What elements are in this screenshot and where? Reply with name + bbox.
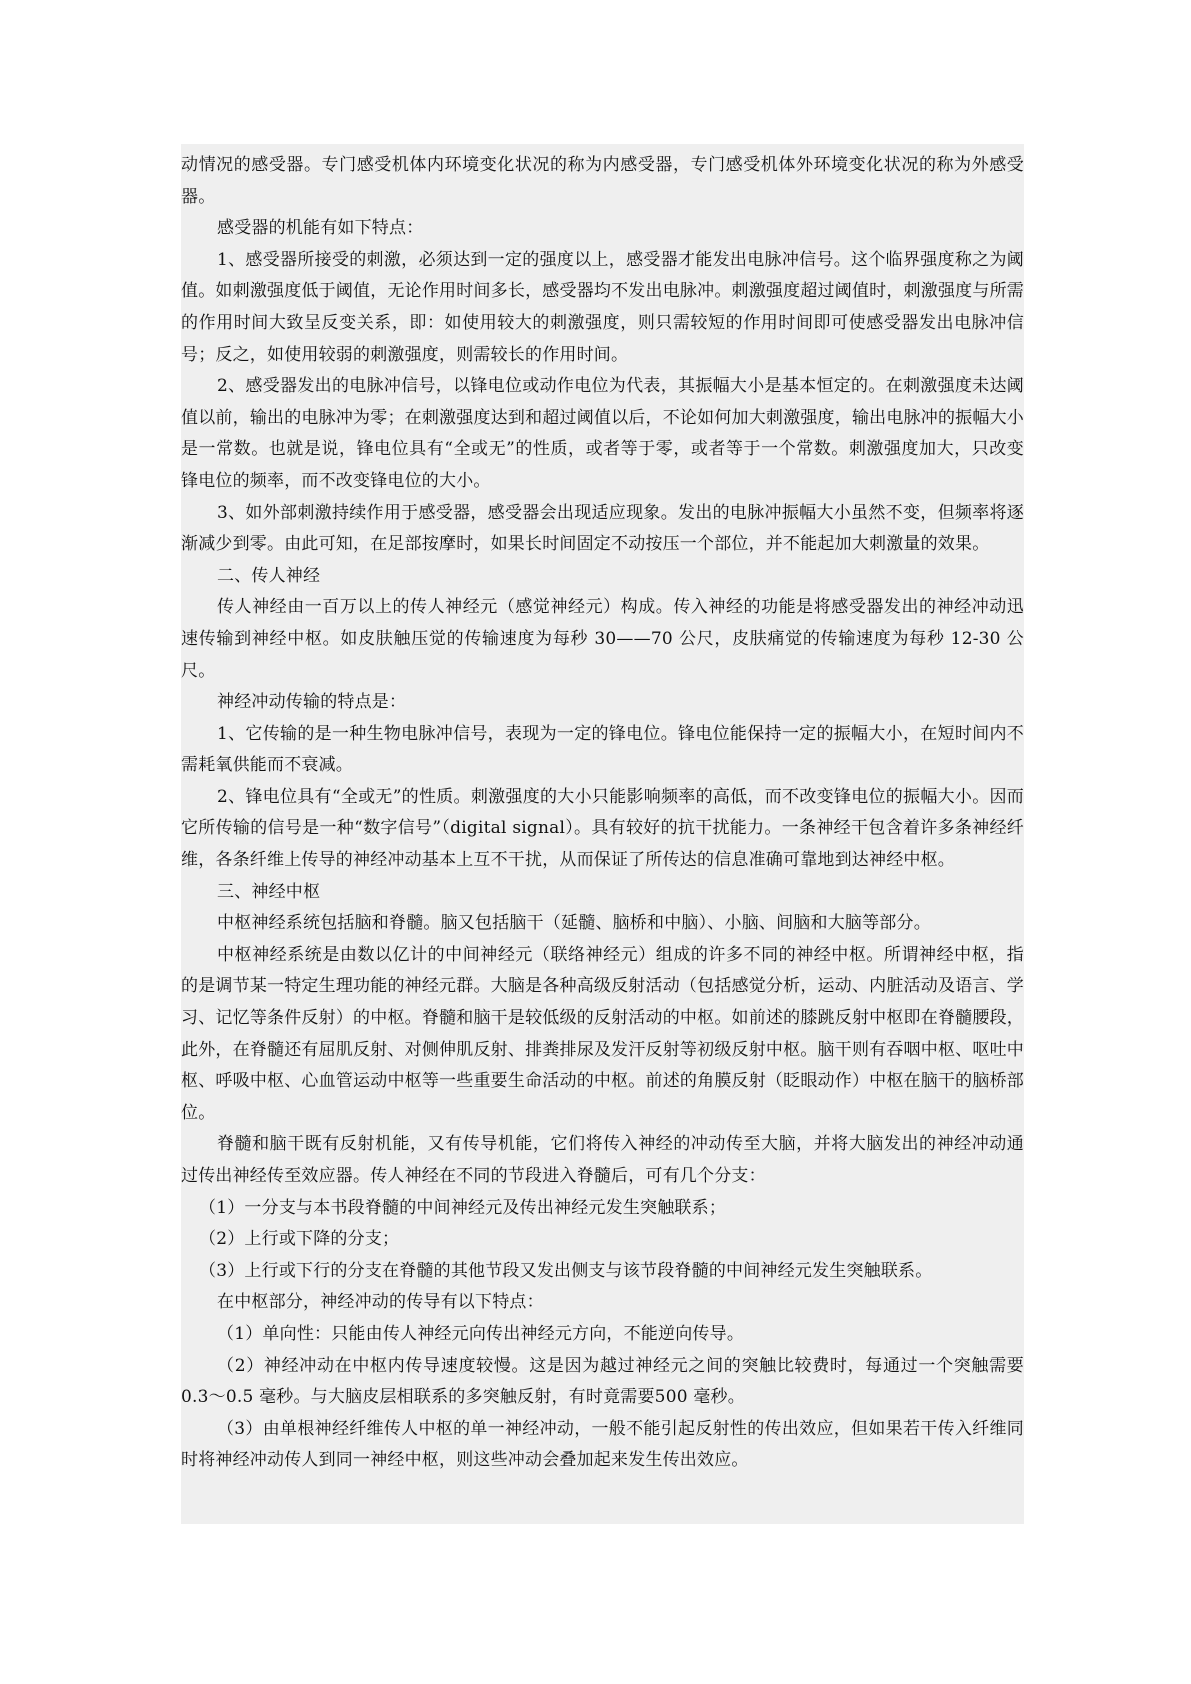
paragraph: 传人神经由一百万以上的传人神经元（感觉神经元）构成。传入神经的功能是将感受器发出的神经冲动迅速传输到神经中枢。如皮肤触压觉的传输速度为每秒 30——70 公尺，皮肤痛觉的传输速度为每秒 12-30 公尺。 [181, 597, 1024, 681]
paragraph: 神经冲动传输的特点是： [217, 692, 407, 713]
list-item: （1）一分支与本书段脊髓的中间神经元及传出神经元发生突触联系； [199, 1197, 727, 1218]
paragraph: 在中枢部分，神经冲动的传导有以下特点： [217, 1292, 544, 1313]
list-item: （3）上行或下行的分支在脊髓的其他节段又发出侧支与该节段脊髓的中间神经元发生突触联系。 [199, 1260, 933, 1281]
list-item: （2）神经冲动在中枢内传导速度较慢。这是因为越过神经元之间的突触比较费时，每通过一个突触需要 0.3～0.5 毫秒。与大脑皮层相联系的多突触反射，有时竟需要500 毫秒。 [181, 1355, 1024, 1408]
list-item: （1）单向性：只能由传人神经元向传出神经元方向，不能逆向传导。 [217, 1323, 745, 1344]
paragraph: 中枢神经系统包括脑和脊髓。脑又包括脑干（延髓、脑桥和中脑）、小脑、间脑和大脑等部分。 [217, 913, 931, 934]
paragraph: 3、如外部刺激持续作用于感受器，感受器会出现适应现象。发出的电脉冲振幅大小虽然不变，但频率将逐渐减少到零。由此可知，在足部按摩时，如果长时间固定不动按压一个部位，并不能起加大刺激量的效果。 [181, 502, 1024, 555]
section-heading: 二、传人神经 [217, 565, 321, 586]
paragraph: 1、感受器所接受的刺激，必须达到一定的强度以上，感受器才能发出电脉冲信号。这个临界强度称之为阈值。如刺激强度低于阈值，无论作用时间多长，感受器均不发出电脉冲。刺激强度超过阈值时，刺激强度与所需的作用时间大致呈反变关系，即：如使用较大的刺激强度，则只需较短的作用时间即可使感受器发出电脉冲信号；反之，如使用较弱的刺激强度，则需较长的作用时间。 [181, 249, 1024, 365]
list-item: （3）由单根神经纤维传人中枢的单一神经冲动，一般不能引起反射性的传出效应，但如果若干传入纤维同时将神经冲动传人到同一神经中枢，则这些冲动会叠加起来发生传出效应。 [181, 1418, 1024, 1471]
paragraph: 中枢神经系统是由数以亿计的中间神经元（联络神经元）组成的许多不同的神经中枢。所谓神经中枢，指的是调节某一特定生理功能的神经元群。大脑是各种高级反射活动（包括感觉分析，运动、内脏活动及语言、学习、记忆等条件反射）的中枢。脊髓和脑干是较低级的反射活动的中枢。如前述的膝跳反射中枢即在脊髓腰段，此外，在脊髓还有屈肌反射、对侧伸肌反射、排粪排尿及发汗反射等初级反射中枢。脑干则有吞咽中枢、呕吐中枢、呼吸中枢、心血管运动中枢等一些重要生命活动的中枢。前述的角膜反射（眨眼动作）中枢在脑干的脑桥部位。 [181, 944, 1024, 1123]
document-text-block [181, 144, 1024, 1524]
paragraph: 2、锋电位具有“全或无”的性质。刺激强度的大小只能影响频率的高低，而不改变锋电位的振幅大小。因而它所传输的信号是一种“数字信号”（digital signal）。具有较好的抗干扰能力。一条神经干包含着许多条神经纤维，各条纤维上传导的神经冲动基本上互不干扰，从而保证了所传达的信息准确可靠地到达神经中枢。 [181, 786, 1024, 871]
paragraph: 1、它传输的是一种生物电脉冲信号，表现为一定的锋电位。锋电位能保持一定的振幅大小，在短时间内不需耗氧供能而不衰减。 [181, 723, 1024, 776]
paragraph: 脊髓和脑干既有反射机能，又有传导机能，它们将传入神经的冲动传至大脑，并将大脑发出的神经冲动通过传出神经传至效应器。传人神经在不同的节段进入脊髓后，可有几个分支： [181, 1134, 1024, 1186]
paragraph: 动情况的感受器。专门感受机体内环境变化状况的称为内感受器，专门感受机体外环境变化状况的称为外感受器。 [181, 155, 1024, 207]
paragraph: 2、感受器发出的电脉冲信号，以锋电位或动作电位为代表，其振幅大小是基本恒定的。在刺激强度未达阈值以前，输出的电脉冲为零；在刺激强度达到和超过阈值以后，不论如何加大刺激强度，输出电脉冲的振幅大小是一常数。也就是说，锋电位具有“全或无”的性质，或者等于零，或者等于一个常数。刺激强度加大，只改变锋电位的频率，而不改变锋电位的大小。 [181, 376, 1024, 491]
list-item: （2）上行或下降的分支； [199, 1229, 400, 1250]
section-heading: 三、神经中枢 [217, 881, 321, 902]
paragraph: 感受器的机能有如下特点： [217, 218, 424, 239]
